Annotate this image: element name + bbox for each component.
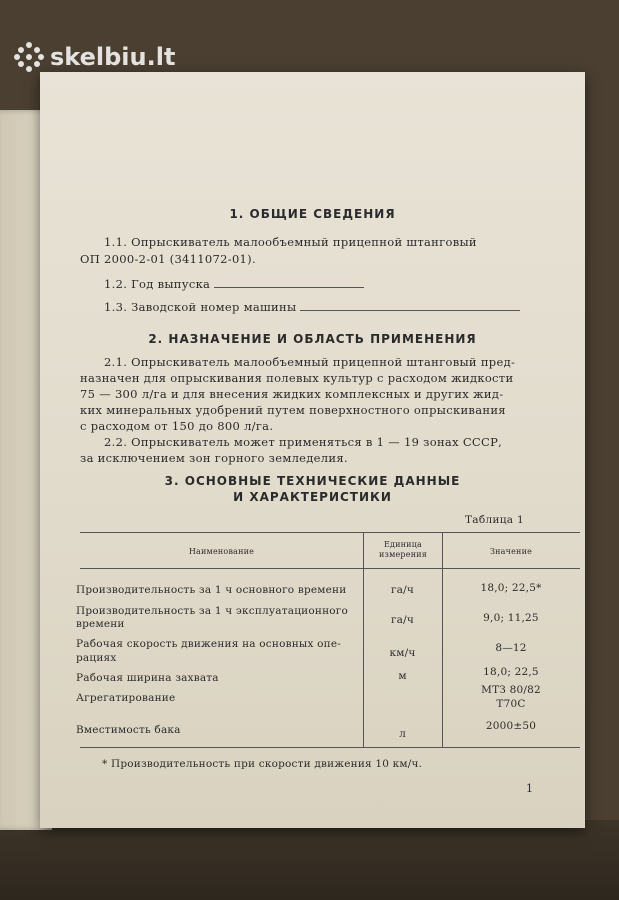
row-name: Рабочая скорость движения на основных опе- <box>76 638 342 650</box>
header-name: Наименование <box>188 547 255 556</box>
row-unit: л <box>399 728 406 740</box>
section-2-line: назначен для опрыскивания полевых культур с расходом жидкости <box>80 371 514 385</box>
background-surface <box>0 820 619 900</box>
row-value: 2000±50 <box>485 720 537 732</box>
section-2-line: 2.1. Опрыскиватель малообъемный прицепной штанговый пред- <box>104 355 516 369</box>
section-2-line: 75 — 300 л/га и для внесения жидких комплексных и других жид- <box>80 387 504 401</box>
section-1-1-line2: ОП 2000-2-01 (3411072-01). <box>80 252 256 266</box>
table-divider <box>363 532 364 747</box>
serial-blank-line <box>300 300 520 311</box>
row-unit: км/ч <box>389 647 416 659</box>
skelbiu-logo-icon <box>14 42 44 72</box>
section-2-line: ких минеральных удобрений путем поверхностного опрыскивания <box>80 403 506 417</box>
skelbiu-watermark <box>14 40 175 74</box>
row-value-cont: Т70С <box>496 698 526 710</box>
section-1-heading: 1. ОБЩИЕ СВЕДЕНИЯ <box>229 207 396 221</box>
document-page <box>40 72 585 828</box>
row-value: 8—12 <box>495 642 527 654</box>
row-name: Агрегатирование <box>76 692 176 704</box>
page-number: 1 <box>526 782 534 795</box>
row-unit: га/ч <box>390 614 415 626</box>
table-divider <box>442 532 443 747</box>
section-1-2 <box>104 277 364 291</box>
section-3-heading-line1: 3. ОСНОВНЫЕ ТЕХНИЧЕСКИЕ ДАННЫЕ <box>164 474 461 488</box>
section-2-line: с расходом от 150 до 800 л/га. <box>80 419 274 433</box>
year-blank-line <box>214 277 364 288</box>
table-top-rule <box>80 532 580 533</box>
header-value: Значение <box>489 547 533 556</box>
row-name: Производительность за 1 ч основного времени <box>76 584 347 596</box>
year-label: 1.2. Год выпуска <box>104 277 211 291</box>
section-1-1-line1: 1.1. Опрыскиватель малообъемный прицепной штанговый <box>104 235 477 249</box>
row-unit: га/ч <box>390 584 415 596</box>
section-3-heading-line2: И ХАРАКТЕРИСТИКИ <box>233 490 392 504</box>
section-2-line: 2.2. Опрыскиватель может применяться в 1 — 19 зонах СССР, <box>104 435 503 449</box>
row-name-cont: рациях <box>76 652 117 664</box>
section-2-line: за исключением зон горного земледелия. <box>80 451 348 465</box>
table-label: Таблица 1 <box>465 514 524 526</box>
row-unit: м <box>398 670 407 682</box>
header-unit: Единица измерения <box>378 540 428 559</box>
row-value: 9,0; 11,25 <box>483 612 539 624</box>
section-2-heading: 2. НАЗНАЧЕНИЕ И ОБЛАСТЬ ПРИМЕНЕНИЯ <box>148 332 477 346</box>
serial-label: 1.3. Заводской номер машины <box>104 300 297 314</box>
table-bottom-rule <box>80 747 580 748</box>
row-name: Производительность за 1 ч эксплуатационного <box>76 605 349 617</box>
table-header-rule <box>80 568 580 569</box>
row-value: 18,0; 22,5 <box>483 666 539 678</box>
row-value: МТЗ 80/82 <box>481 684 541 696</box>
row-value: 18,0; 22,5* <box>480 582 542 594</box>
section-1-3 <box>104 300 520 314</box>
row-name: Рабочая ширина захвата <box>76 672 219 684</box>
table-footnote: * Производительность при скорости движения 10 км/ч. <box>102 758 423 770</box>
row-name-cont: времени <box>76 618 125 630</box>
watermark-text: skelbiu.lt <box>50 43 176 71</box>
row-name: Вместимость бака <box>76 724 181 736</box>
